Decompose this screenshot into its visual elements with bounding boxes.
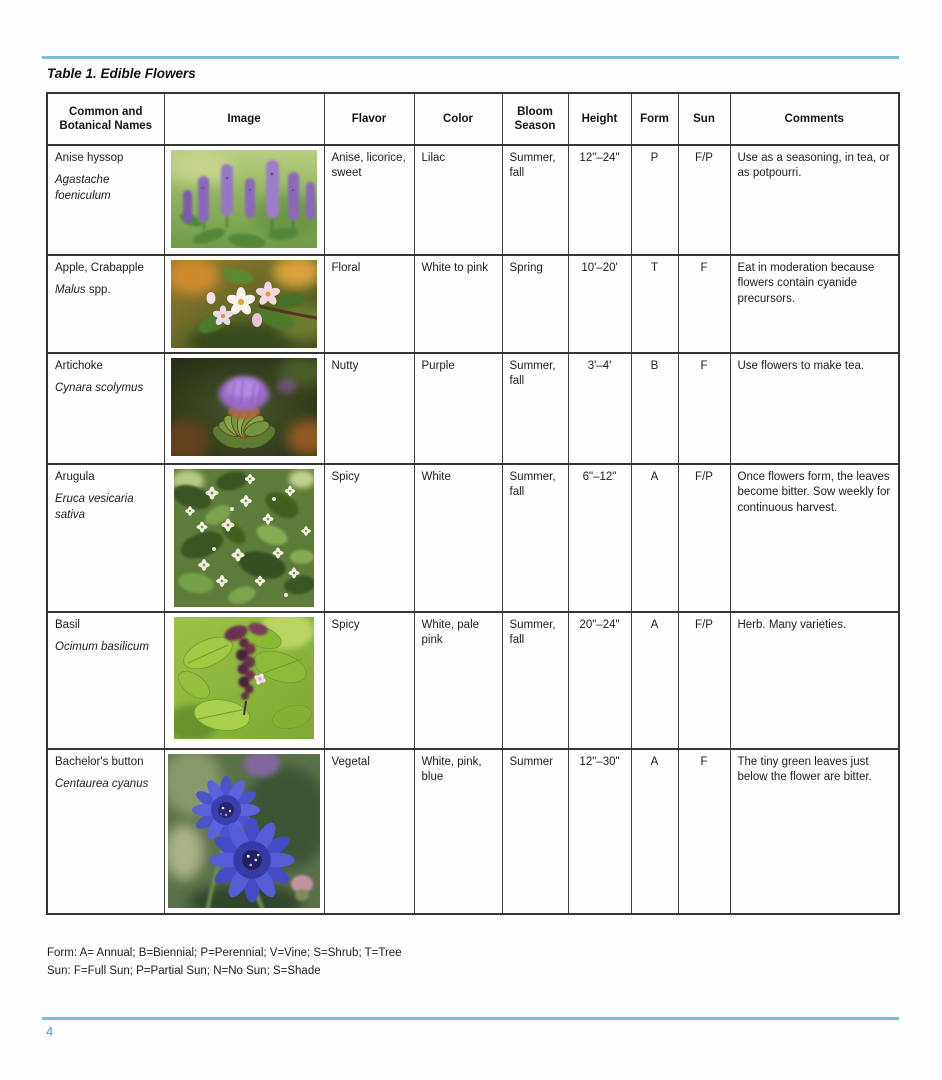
cell-names [47,353,164,464]
table-row-arugula [47,464,899,612]
botanical-name: Ocimum basilicum [55,641,149,654]
botanical-name: Centaurea cyanus [55,778,149,791]
botanical-name: Agastache foeniculum [55,174,111,202]
cell-bloom: Summer, fall [502,612,568,749]
photo-artichoke [171,358,317,456]
cell-comments: The tiny green leaves just below the flower are bitter. [730,749,899,914]
col-header-sun: Sun [678,93,730,145]
photo-apple-blossom [171,260,317,348]
cell-color: Purple [414,353,502,464]
cell-comments: Use flowers to make tea. [730,353,899,464]
table-title: Table 1. Edible Flowers [47,66,196,81]
cell-form: A [631,464,678,612]
cell-comments: Once flowers form, the leaves become bitter. Sow weekly for continuous harvest. [730,464,899,612]
cell-flavor: Nutty [324,353,414,464]
cell-bloom: Summer [502,749,568,914]
table-row-basil [47,612,899,749]
common-name: Bachelor's button [55,756,144,768]
cell-image [164,145,324,255]
cell-form: T [631,255,678,353]
cell-height: 6"–12" [568,464,631,612]
cell-sun: F/P [678,464,730,612]
header-row [47,93,899,145]
common-name: Anise hyssop [55,152,124,164]
cell-comments: Herb. Many varieties. [730,612,899,749]
cell-bloom: Summer, fall [502,145,568,255]
cell-sun: F [678,749,730,914]
cell-sun: F/P [678,612,730,749]
cell-bloom: Summer, fall [502,353,568,464]
table-row-apple-crabapple [47,255,899,353]
cell-bloom: Summer, fall [502,464,568,612]
cell-height: 12"–30" [568,749,631,914]
top-accent-rule [42,56,899,59]
cell-names [47,145,164,255]
bottom-accent-rule [42,1017,899,1020]
table-row-anise-hyssop [47,145,899,255]
col-header-color: Color [414,93,502,145]
cell-names [47,464,164,612]
edible-flowers-table [46,92,900,915]
cell-image [164,353,324,464]
cell-flavor: Spicy [324,464,414,612]
cell-color: Lilac [414,145,502,255]
cell-color: White to pink [414,255,502,353]
cell-names [47,255,164,353]
common-name: Basil [55,619,80,631]
legend-sun: Sun: F=Full Sun; P=Partial Sun; N=No Sun; S=Shade [47,965,321,978]
cell-names [47,612,164,749]
cell-form: B [631,353,678,464]
cell-form: A [631,749,678,914]
cell-color: White, pink, blue [414,749,502,914]
col-header-bloom-season: Bloom Season [502,93,568,145]
cell-image [164,255,324,353]
cell-sun: F [678,353,730,464]
common-name: Apple, Crabapple [55,262,144,274]
cell-color: White, pale pink [414,612,502,749]
col-header-flavor: Flavor [324,93,414,145]
cell-sun: F [678,255,730,353]
photo-anise-hyssop [171,150,317,248]
page-number: 4 [46,1024,54,1039]
cell-height: 12"–24" [568,145,631,255]
legend-form: Form: A= Annual; B=Biennial; P=Perennial; V=Vine; S=Shrub; T=Tree [47,947,402,959]
cell-color: White [414,464,502,612]
photo-basil [174,617,314,739]
botanical-name: Eruca vesicaria sativa [55,493,134,521]
cell-names [47,749,164,914]
col-header-image: Image [164,93,324,145]
col-header-form: Form [631,93,678,145]
cell-form: P [631,145,678,255]
cell-comments: Eat in moderation because flowers contain cyanide precursors. [730,255,899,353]
cell-flavor: Floral [324,255,414,353]
table-row-bachelors-button [47,749,899,914]
col-header-height: Height [568,93,631,145]
table-row-artichoke [47,353,899,464]
botanical-name: Malus spp. [55,284,111,297]
cell-form: A [631,612,678,749]
common-name: Artichoke [55,360,103,372]
cell-flavor: Spicy [324,612,414,749]
cell-height: 20"–24" [568,612,631,749]
cell-flavor: Vegetal [324,749,414,914]
cell-sun: F/P [678,145,730,255]
col-header-names: Common and Botanical Names [47,93,164,145]
cell-bloom: Spring [502,255,568,353]
cell-image [164,612,324,749]
cell-flavor: Anise, licorice, sweet [324,145,414,255]
cell-image [164,464,324,612]
cell-image [164,749,324,914]
photo-arugula [174,469,314,607]
botanical-name: Cynara scolymus [55,382,144,395]
cell-height: 10'–20' [568,255,631,353]
common-name: Arugula [55,471,95,483]
cell-comments: Use as a seasoning, in tea, or as potpourri. [730,145,899,255]
table-legend [47,944,402,981]
photo-bachelors-button [168,754,320,908]
cell-height: 3'–4' [568,353,631,464]
col-header-comments: Comments [730,93,899,145]
